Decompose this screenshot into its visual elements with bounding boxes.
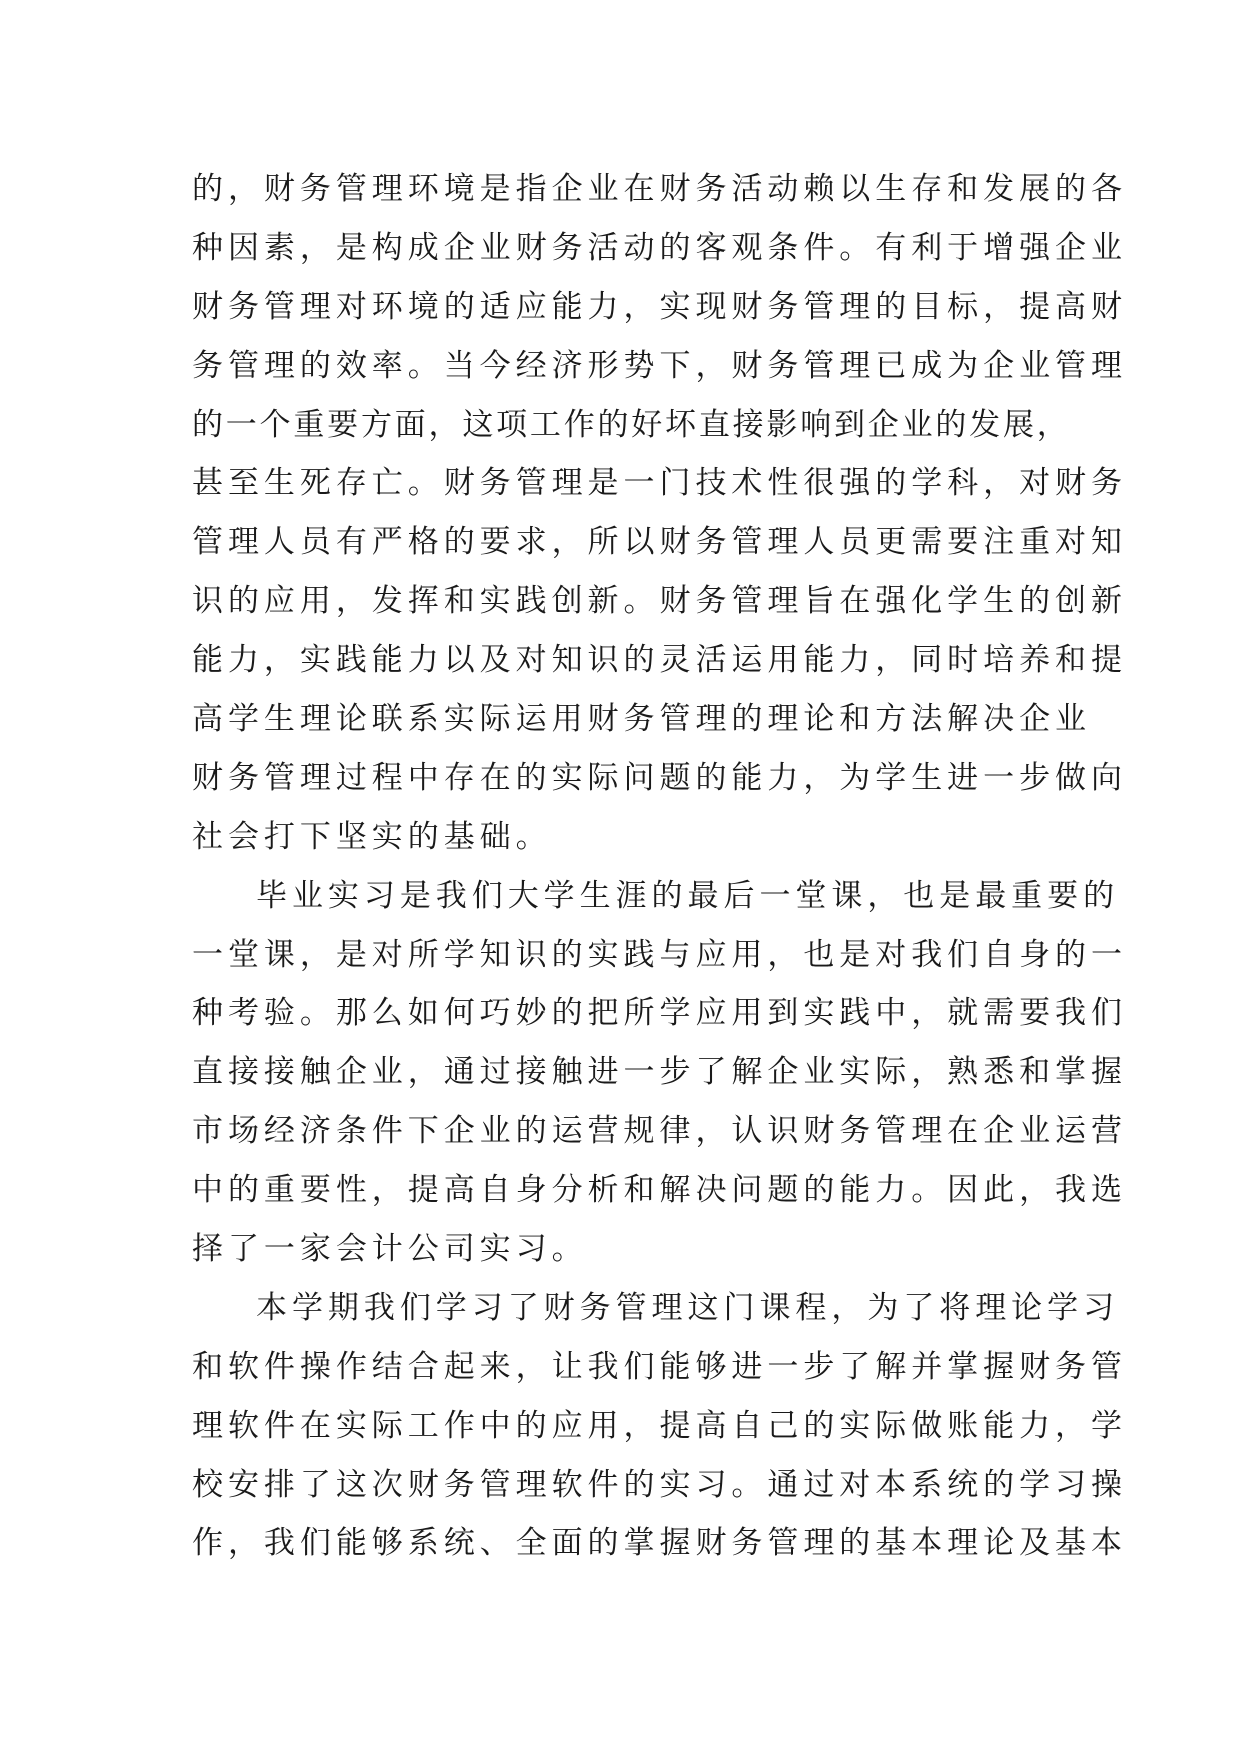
text-line: 理软件在实际工作中的应用，提高自己的实际做账能力，学: [192, 1407, 1127, 1444]
text-line: 作，我们能够系统、全面的掌握财务管理的基本理论及基本: [192, 1525, 1127, 1562]
text-line: 财务管理过程中存在的实际问题的能力，为学生进一步做向: [192, 759, 1127, 796]
text-line: 种因素，是构成企业财务活动的客观条件。有利于增强企业: [192, 229, 1127, 266]
text-line: 中的重要性，提高自身分析和解决问题的能力。因此，我选: [192, 1172, 1127, 1209]
body-text: [192, 160, 1127, 1573]
text-line: 直接接触企业，通过接触进一步了解企业实际，熟悉和掌握: [192, 1054, 1127, 1091]
text-line: 财务管理对环境的适应能力，实现财务管理的目标，提高财: [192, 288, 1127, 325]
paragraph: [192, 1279, 1127, 1573]
text-line: 管理人员有严格的要求，所以财务管理人员更需要注重对知: [192, 524, 1127, 561]
text-line: 一堂课，是对所学知识的实践与应用，也是对我们自身的一: [192, 936, 1127, 973]
text-line: 和软件操作结合起来，让我们能够进一步了解并掌握财务管: [192, 1348, 1127, 1385]
text-line: 社会打下坚实的基础。: [192, 818, 552, 855]
text-line: 种考验。那么如何巧妙的把所学应用到实践中，就需要我们: [192, 995, 1127, 1032]
text-line: 的一个重要方面，这项工作的好坏直接影响到企业的发展，: [192, 406, 1071, 443]
text-line: 甚至生死存亡。财务管理是一门技术性很强的学科，对财务: [192, 465, 1127, 502]
text-line: 务管理的效率。当今经济形势下，财务管理已成为企业管理: [192, 347, 1127, 384]
text-line: 择了一家会计公司实习。: [192, 1231, 588, 1268]
text-line: 高学生理论联系实际运用财务管理的理论和方法解决企业: [192, 701, 1091, 738]
paragraph: [192, 160, 1127, 867]
text-line: 校安排了这次财务管理软件的实习。通过对本系统的学习操: [192, 1466, 1127, 1503]
text-line: 的，财务管理环境是指企业在财务活动赖以生存和发展的各: [192, 171, 1127, 207]
text-line: 能力，实践能力以及对知识的灵活运用能力，同时培养和提: [192, 642, 1127, 679]
text-line: 识的应用，发挥和实践创新。财务管理旨在强化学生的创新: [192, 583, 1127, 620]
paragraph: [192, 867, 1127, 1279]
text-line: 市场经济条件下企业的运营规律，认识财务管理在企业运营: [192, 1113, 1127, 1150]
text-line: 本学期我们学习了财务管理这门课程，为了将理论学习: [256, 1289, 1120, 1326]
text-line: 毕业实习是我们大学生涯的最后一堂课，也是最重要的: [256, 877, 1120, 914]
